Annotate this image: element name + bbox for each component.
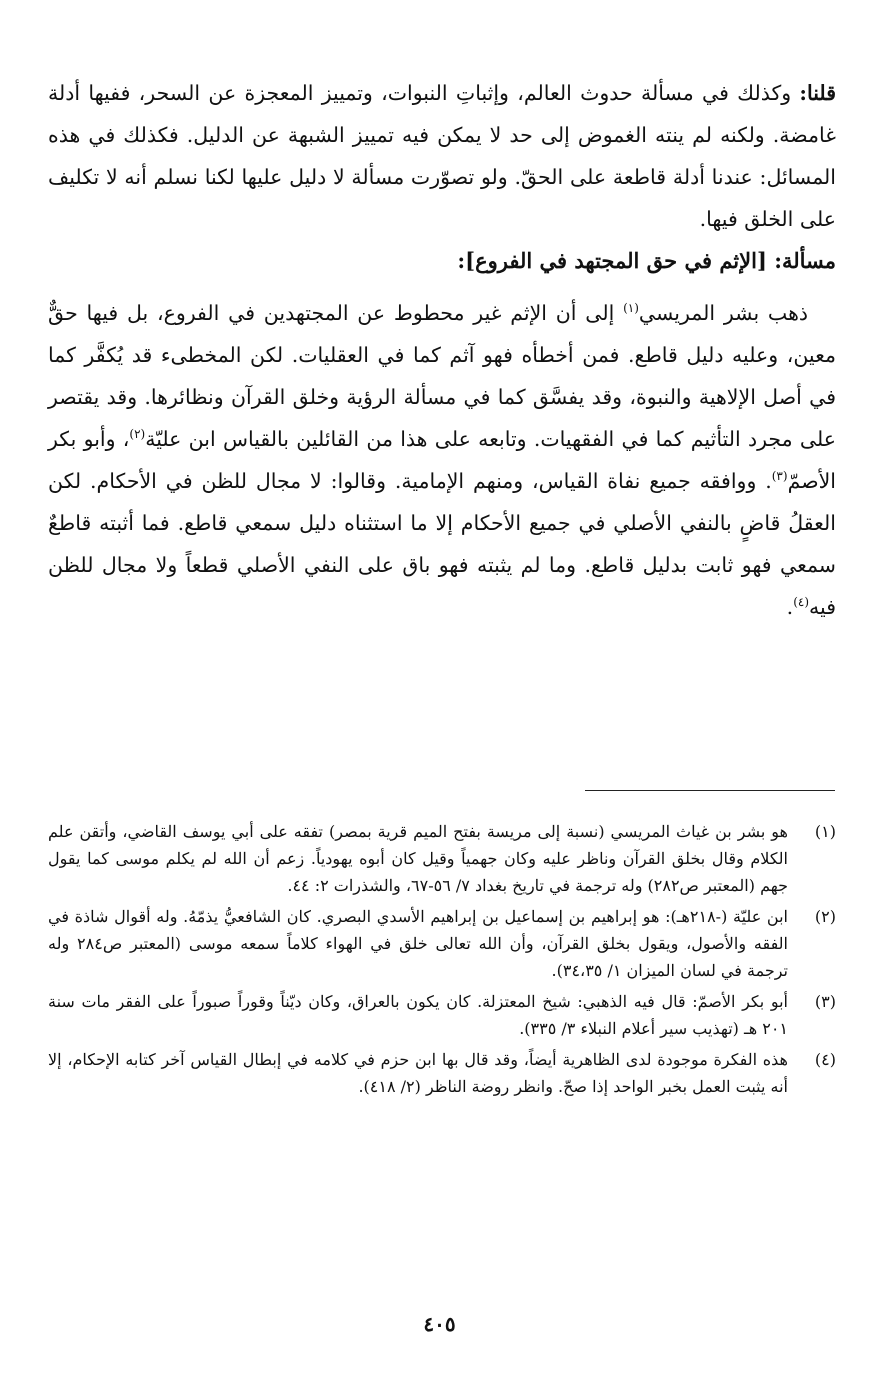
paragraph-2-part-d: . ووافقه جميع نفاة القياس، ومنهم الإمامية. وقالوا: لا مجال للظن في الأحكام. لكن العقلُ قاضٍ بالنفي الأصلي في جميع الأحكام إلا ما استثناه دليل سمعي قاطع. فما أثبته قاطعٌ سمعي فهو ثابت بدليل قاطع. وما لم يثبته فهو باق على النفي الأصلي قطعاً ولا مجال للظن فيه xyxy=(48,469,836,619)
paragraph-1-lead: قلنا: xyxy=(799,81,836,105)
footnote-text: هو بشر بن غياث المريسي (نسبة إلى مريسة بفتح الميم قرية بمصر) تفقه على أبي يوسف القاضي، وأتقن علم الكلام وقال بخلق القرآن وناظر عليه وكان جهمياً وقيل كان أبوه يهودياً. زعم أن الله لم يكلم موسى كما يقول جهم (المعتبر ص٢٨٢) وله ترجمة في تاريخ بغداد ٧/ ٥٦-٦٧، والشذرات ٢: ٤٤. xyxy=(48,822,788,895)
paragraph-1 xyxy=(48,72,836,240)
footnote-number: (٢) xyxy=(814,907,836,926)
footnote-number: (٤) xyxy=(814,1050,836,1069)
paragraph-2-part-b: إلى أن الإثم غير محطوط عن المجتهدين في الفروع، بل فيها حقٌّ معين، وعليه دليل قاطع. فمن أخطأه فهو آثم كما في العقليات. لكن المخطىء قد يُكفَّر كما في أصل الإلاهية والنبوة، وقد يفسَّق كما في مسألة الرؤية وخلق القرآن ونظائرها. وقد يقتصر على مجرد التأثيم كما في الفقهيات. وتابعه على هذا من القائلين بالقياس ابن عليّة xyxy=(48,301,836,451)
footnote-divider xyxy=(585,790,835,791)
footnote-ref-3[interactable]: (٣) xyxy=(771,469,788,484)
footnote-text: أبو بكر الأصمّ: قال فيه الذهبي: شيخ المعتزلة. كان يكون بالعراق، وكان ديّناً وقوراً صبوراً على الفقر مات سنة ٢٠١ هـ (تهذيب سير أعلام النبلاء ٣/ ٣٣٥). xyxy=(48,992,788,1038)
footnote-item xyxy=(48,988,836,1042)
footnote-item xyxy=(48,1046,836,1100)
paragraph-2-part-c: ، وأبو بكر الأصمّ xyxy=(48,427,836,493)
paragraph-2-part-e: . xyxy=(786,595,794,619)
paragraph-2 xyxy=(48,292,836,628)
footnote-text: هذه الفكرة موجودة لدى الظاهرية أيضاً، وقد قال بها ابن حزم في كلامه في إبطال القياس آخر كتابه الإحكام، إلا أنه يثبت العمل بخبر الواحد إذا صحّ. وانظر روضة الناظر (٢/ ٤١٨). xyxy=(48,1050,788,1096)
footnote-item xyxy=(48,818,836,899)
section-heading: مسألة: [الإثم في حق المجتهد في الفروع]: xyxy=(457,248,836,273)
footnote-text: ابن عليّة (-٢١٨هـ): هو إبراهيم بن إسماعيل بن إبراهيم الأسدي البصري. كان الشافعيُّ يذمّهُ. وله أقوال شاذة في الفقه والأصول، ويقول بخلق القرآن، وأن الله تعالى خلق في الهواء كلاماً سمعه موسى (المعتبر ص٢٨٤ وله ترجمة في لسان الميزان ١/ ٣٤،٣٥). xyxy=(48,907,788,980)
page-number: ٤٠٥ xyxy=(423,1312,456,1336)
footnote-item xyxy=(48,903,836,984)
footnote-number: (٣) xyxy=(814,992,836,1011)
footnote-ref-4[interactable]: (٤) xyxy=(793,595,810,610)
footnote-ref-2[interactable]: (٢) xyxy=(129,427,146,442)
footnote-number: (١) xyxy=(814,822,836,841)
main-text xyxy=(48,72,836,628)
footnotes xyxy=(48,818,836,1104)
paragraph-2-part-a: ذهب بشر المريسي xyxy=(638,301,809,325)
footnote-ref-1[interactable]: (١) xyxy=(623,301,639,316)
paragraph-1-body: وكذلك في مسألة حدوث العالم، وإثباتِ النبوات، وتمييز المعجزة عن السحر، ففيها أدلة غامضة. ولكنه لم ينته الغموض إلى حد لا يمكن فيه تمييز الشبهة عن الدليل. فكذلك في هذه المسائل: عندنا أدلة قاطعة على الحقّ. ولو تصوّرت مسألة لا دليل عليها لكنا نسلم أنه لا تكليف على الخلق فيها. xyxy=(48,81,836,231)
